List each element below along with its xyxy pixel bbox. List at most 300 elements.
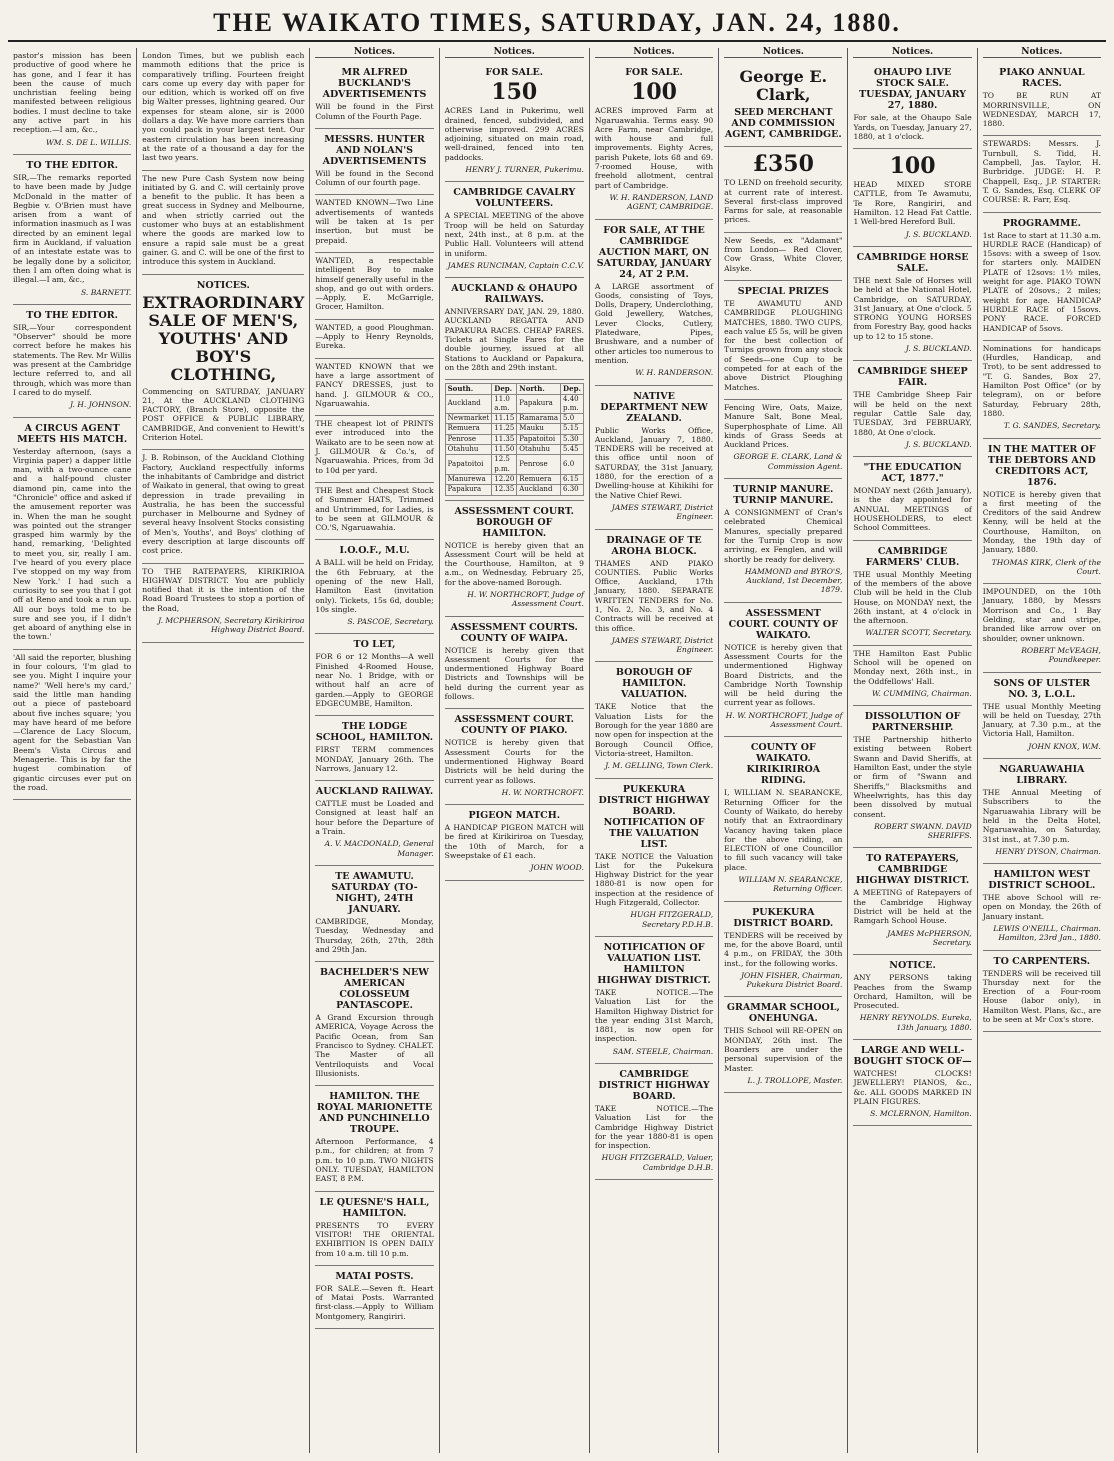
- column-4: [440, 48, 590, 1453]
- schedule-cell: Otahuhu: [445, 445, 492, 455]
- column-5: [590, 48, 719, 1453]
- notice-body: The new Pure Cash System now being initiated by G. and C. will certainly prove a benefit to the public. It has been a great success in Sydney and Melbourne, and when strictly carried out the customer who buys at an establishment where the goods are marked low to ensure a rapid sale must be a great gainer. G. and C. will be one of the first to introduce this system in Auckland.: [142, 173, 305, 267]
- notice-body: ACRES Land in Pukerimu, well drained, fenced, subdivided, and otherwise improved. 299 ACRES adjoining, situated on main road, well-drained, fenced into ten paddocks.: [444, 106, 584, 162]
- notice-body: Will be found in the First Column of the Fourth Page.: [315, 102, 434, 121]
- notice-signature: T. G. SANDES, Secretary.: [1003, 421, 1101, 431]
- schedule-cell: Auckland: [445, 394, 492, 414]
- schedule-row: [445, 414, 583, 424]
- notice-body: A Grand Excursion through AMERICA, Voyage Across the Pacific Ocean, from San Francisco to Sydney. CHALET. The Master of all Ventriloquists and Vocal Illusionists.: [315, 1013, 434, 1078]
- notice-body: THE next Sale of Horses will be held at the National Hotel, Cambridge, on SATURDAY, 31st January, at One o'clock. 5 STRONG YOUNG HORSES from Forestry Bay, good hacks up to 12 to 15 stone.: [853, 275, 972, 341]
- notice-heading: MESSRS. HUNTER AND NOLAN'S ADVERTISEMENTS: [322, 133, 427, 167]
- notice-item: [724, 233, 842, 281]
- notice-heading: FOR SALE.: [625, 67, 683, 79]
- notice-item: [595, 386, 713, 530]
- masthead: THE WAIKATO TIMES, SATURDAY, JAN. 24, 1880.: [8, 6, 1106, 42]
- notice-body: THE usual Monthly Meeting of the members of the above Club will be held in the Club House, on MONDAY next, the 26th instant, at 4 o'clock in the afternoon.: [853, 569, 972, 626]
- notice-display-figure: 150: [491, 79, 538, 106]
- notice-signature: WILLIAM N. SEARANCKE, Returning Officer.: [738, 875, 843, 894]
- columns: [8, 48, 1106, 1453]
- notice-signature: J. M. GELLING, Town Clerk.: [605, 761, 714, 771]
- notice-item: [724, 281, 842, 400]
- notice-item: [724, 902, 842, 998]
- notice-heading: GRAMMAR SCHOOL, ONEHUNGA.: [726, 1002, 840, 1025]
- notice-signature: GEORGE E. CLARK, Land & Commission Agent.: [733, 452, 843, 471]
- notice-item: [853, 361, 971, 457]
- notice-heading: BOROUGH OF HAMILTON. VALUATION.: [615, 667, 693, 701]
- schedule-cell: Penrose: [517, 455, 561, 475]
- notice-display-figure: 100: [889, 153, 936, 180]
- notice-heading: MATAI POSTS.: [335, 1270, 414, 1282]
- notice-item: [853, 848, 971, 955]
- notice-signature: LEWIS O'NEILL, Chairman. Hamilton, 23rd Jan., 1880.: [993, 924, 1101, 943]
- notice-item: [983, 62, 1101, 136]
- notice-item: [142, 564, 304, 643]
- notice-item: [315, 195, 433, 252]
- notice-item: [724, 479, 842, 603]
- notice-item: [445, 380, 584, 500]
- notice-heading: DISSOLUTION OF PARTNERSHIP.: [864, 711, 961, 734]
- notice-body: pastor's mission has been productive of good where he has gone, and I fear it has been the cause of much unchristian feeling being manifested between religious bodies. I must decline to take any active part in his reception.—I am, &c.,: [13, 51, 132, 135]
- notice-body: FIRST TERM commences MONDAY, January 26th. The Narrows, January 12.: [315, 745, 434, 773]
- notice-heading: IN THE MATTER OF THE DEBTORS AND CREDITORS ACT, 1876.: [987, 443, 1096, 488]
- notice-body: J. B. Robinson, of the Auckland Clothing Factory, Auckland respectfully informs the inhabitants of Cambridge and district of Waikato in general, that owing to great depression in trade prevailing in Australia, he has been the successful purchaser in Melbourne and Sydney of several heavy Insolvent Stocks consisting of Men's, Youths', and Boys' clothing of every description at large discounts off cost price.: [142, 453, 305, 556]
- notice-heading: HAMILTON WEST DISTRICT SCHOOL.: [988, 869, 1096, 892]
- notice-heading: NOTICES.: [196, 279, 250, 291]
- notice-signature: JAMES RUNCIMAN, Captain C.C.V.: [447, 260, 584, 270]
- notice-body: THE Partnership hitherto existing between Robert Swann and David Sheriffs, at Hamilton East, under the style or firm of "Swann and Sheriffs," Blacksmiths and Wheelwrights, has this day been dissolved by mutual consent.: [853, 735, 972, 819]
- notice-body: Fencing Wire, Oats, Maize, Manure Salt, Bone Meal, Superphosphate of Lime. All kinds of Grass Seeds at Auckland Prices.: [724, 402, 843, 450]
- notice-heading: TO THE EDITOR.: [26, 309, 118, 321]
- schedule-cell: Penrose: [445, 434, 492, 444]
- schedule-cell: Ramarama: [517, 414, 561, 424]
- notice-heading: PROGRAMME.: [1002, 217, 1081, 229]
- notice-heading: COUNTY OF WAIKATO. KIRIKIRIROA RIDING.: [746, 742, 821, 787]
- notice-item: [595, 1064, 713, 1180]
- notice-item: [853, 149, 971, 247]
- notice-item: [853, 247, 971, 361]
- notice-body: WANTED KNOWN that we have a large assortment of FANCY DRESSES, just to hand. J. GILMOUR & CO., Ngaruawahia.: [315, 361, 434, 408]
- notice-item: [983, 439, 1101, 585]
- notice-item: [983, 951, 1101, 1033]
- notice-body: TO THE RATEPAYERS, KIRIKIRIOA HIGHWAY DISTRICT. You are publicly notified that it is the intention of the Road Board Trustees to stop a portion of the Road,: [142, 566, 305, 613]
- notice-body: Commencing on SATURDAY, JANUARY 21, At the AUCKLAND CLOTHING FACTORY, (Branch Store), opposite the POST OFFICE & PUBLIC LIBRARY, CAMBRIDGE, And convenient to Hewitt's Criterion Hotel.: [142, 386, 305, 443]
- notice-item: [983, 759, 1101, 864]
- notice-item: [445, 805, 584, 880]
- notice-body: NOTICE is hereby given that Assessment Courts for the undermentioned Highway Board Districts and Townships will be held during the current year as follows.: [444, 645, 584, 702]
- notice-body: THE Hamilton East Public School will be opened on Monday next, 26th inst., in the Oddfellows' Hall.: [853, 648, 972, 686]
- notice-signature: J. S. BUCKLAND.: [905, 229, 972, 239]
- notice-signature: S. BARNETT.: [80, 287, 132, 297]
- notice-heading: LARGE AND WELL-BOUGHT STOCK OF—: [853, 1045, 972, 1067]
- notice-heading: CAMBRIDGE DISTRICT HIGHWAY BOARD.: [598, 1069, 710, 1102]
- notice-signature: HENRY J. TURNER, Pukerimu.: [465, 165, 584, 175]
- notice-item: [315, 716, 433, 781]
- notice-body: WANTED, a good Ploughman.—Apply to Henry Reynolds, Eureka.: [315, 322, 434, 351]
- notice-signature: W. H. RANDERSON, LAND AGENT, CAMBRIDGE.: [609, 192, 714, 212]
- notice-item: [315, 1192, 433, 1266]
- notice-heading: MR ALFRED BUCKLAND'S ADVERTISEMENTS: [322, 67, 427, 101]
- notice-body: SIR,—Your correspondent "Observer" should be more correct before he makes his statements. The Rev. Mr Willis was present at the Cambridge lecture referred to, and all through, which was more than I cared to do myself.: [13, 322, 132, 397]
- column-heading: Notices.: [983, 48, 1101, 58]
- notice-heading: ASSESSMENT COURT. COUNTY OF PIAKO.: [454, 714, 574, 737]
- notice-item: [595, 220, 713, 386]
- train-schedule-table: [445, 383, 584, 495]
- notice-signature: JAMES McPHERSON, Secretary.: [887, 928, 972, 947]
- schedule-cell: 4.40 p.m.: [561, 394, 584, 414]
- notice-signature: J. S. BUCKLAND.: [905, 439, 972, 449]
- notice-heading: CAMBRIDGE FARMERS' CLUB.: [865, 545, 960, 568]
- schedule-cell: Papakura: [517, 394, 561, 414]
- notice-item: [445, 182, 584, 278]
- schedule-cell: Papakura: [445, 485, 492, 495]
- notice-body: Yesterday afternoon, (says a Virginia paper) a dapper little man, with a two-ounce cane and a half-pound cluster diamond pin, came into the "Chronicle" office and asked if the amusement reporter was in. When the man he sought was pointed out the stranger grasped him warmly by the hand, remarking, 'Delighted to meet you, sir, really I am. I've heard of you every place I've stopped on my way from New York.' I had such a curiosity to see you that I got off at Reno and took a run up. All our boys told me to be sure and see you, if I didn't get aboard of anything else in the town.': [13, 446, 132, 642]
- notice-body: I, WILLIAM N. SEARANCKE, Returning Officer for the County of Waikato, do hereby notify that an Extraordinary Vacancy having taken place for the above riding, an ELECTION of one Councillor to fill such vacancy will take place.: [724, 788, 843, 872]
- notice-item: [595, 662, 713, 778]
- schedule-cell: Papatoitoi: [445, 455, 492, 475]
- notice-display-title: George E. Clark,: [739, 67, 828, 105]
- notice-body: THE Annual Meeting of Subscribers to the Ngaruawahia Library will be held in the Delta Hotel, Ngaruawahia, on Saturday, 31st inst., at 7.30 p.m.: [982, 788, 1101, 844]
- notice-heading: I.O.O.F., M.U.: [339, 545, 410, 557]
- notice-body: Nominations for handicaps (Hurdles, Handicap, and Trot), to be sent addressed to "T. G. Sandes, Box 27, Hamilton Post Office" (or by telegram), on or before Saturday, February 28th, 1880.: [982, 343, 1101, 418]
- notice-body: MONDAY next (26th January), is the day appointed for ANNUAL MEETINGS of HOUSEHOLDERS, to elect School Committees.: [853, 486, 972, 533]
- notice-heading: PUKEKURA DISTRICT BOARD.: [733, 906, 834, 929]
- schedule-cell: Papatoitoi: [517, 434, 561, 444]
- schedule-cell: 5.15: [561, 424, 584, 434]
- notice-heading: NATIVE DEPARTMENT NEW ZEALAND.: [600, 390, 708, 424]
- notice-heading: LE QUESNE'S HALL, HAMILTON.: [319, 1196, 430, 1219]
- notice-body: THAMES AND PIAKO COUNTIES. Public Works Office, Auckland, 17th January, 1880. SEPARATE WRITTEN TENDERS for No. 1, No. 2, No. 3, and No. 4 Contracts will be received at this office.: [594, 558, 714, 633]
- notice-item: [853, 646, 971, 706]
- notice-item: [853, 1040, 971, 1126]
- notice-signature: JOHN WOOD.: [530, 863, 584, 873]
- notice-signature: HENRY REYNOLDS. Eureka, 13th January, 1880.: [859, 1013, 972, 1032]
- notice-signature: HUGH FITZGERALD, Valuer, Cambridge D.H.B.: [601, 1153, 714, 1172]
- notice-heading: PUKEKURA DISTRICT HIGHWAY BOARD. NOTIFICATION OF THE VALUATION LIST.: [598, 783, 710, 850]
- notice-body: TENDERS will be received till Thursday next for the Erection of a Four-room House (labor only), in Hamilton West. Plans, &c., are to be seen at Mr Cox's store.: [982, 968, 1101, 1025]
- column-6: [719, 48, 848, 1453]
- schedule-cell: Newmarket: [445, 414, 492, 424]
- notice-item: [724, 737, 842, 901]
- notice-body: SIR,—The remarks reported to have been made by Judge McDonald in the matter of Begbie v. O'Brien must have arisen from a want of information inasmuch as I was directed by an eminent legal firm in Auckland, if valuation of an intestate estate was to be legally done by a solicitor, then I am often doing what is illegal.—I am, &c.,: [13, 172, 132, 285]
- notice-item: [853, 457, 971, 540]
- notice-signature: JOHN KNOX, W.M.: [1028, 741, 1101, 751]
- notice-signature: JOHN FISHER, Chairman, Pukekura District Board.: [740, 970, 843, 990]
- notice-signature: H. W. NORTHCROFT, Judge of Assessment Court.: [467, 589, 584, 609]
- notice-body: Will be found in the Second Column of our fourth page.: [315, 168, 434, 188]
- notice-signature: W. H. RANDERSON.: [635, 368, 714, 378]
- notice-item: [315, 359, 433, 416]
- notice-signature: HENRY DYSON, Chairman.: [995, 846, 1101, 856]
- notice-body: WANTED, a respectable intelligent Boy to make himself generally useful in the shop, and go out with orders. —Apply, E. McGarrigle, Grocer, Hamilton.: [315, 255, 434, 312]
- notice-heading: PIAKO ANNUAL RACES.: [999, 67, 1085, 90]
- notice-signature: J. H. JOHNSON.: [69, 400, 132, 410]
- notice-body: FOR 6 or 12 Months—A well Finished 4-Roomed House, near No. 1 Bridge, with or without half an acre of garden.—Apply to GEORGE EDGECUMBE, Hamilton.: [315, 652, 434, 708]
- notice-signature: ROBERT McVEAGH, Poundkeeper.: [1021, 645, 1101, 665]
- notice-item: [13, 650, 131, 800]
- notice-item: [445, 278, 584, 380]
- notice-item: [595, 937, 713, 1064]
- notice-item: [13, 155, 131, 305]
- notice-body: London Times, but we publish each mammoth editions that the price is comparatively trifling. Fourteen freight cars come up every day with paper for our edition, which is worked off on five big Walter presses, lightning geared. Our expenses for steam alone, sir is 2000 dollars a day. We have more carriers than you could pack in your largest tent. Our eastern circulation has been increasing at the rate of a thousand a day for the last two years.: [142, 51, 305, 163]
- notice-heading: ASSESSMENT COURT. COUNTY OF WAIKATO.: [728, 607, 838, 641]
- notice-item: [724, 603, 842, 738]
- notice-item: [315, 483, 433, 540]
- schedule-row: [445, 394, 583, 414]
- notice-item: [445, 709, 584, 805]
- notice-display-figure: £350: [752, 151, 814, 178]
- schedule-cell: Otahuhu: [517, 445, 561, 455]
- notice-item: [983, 213, 1101, 341]
- notice-signature: HUGH FITZGERALD, Secretary P.D.H.B.: [630, 910, 714, 929]
- notice-body: NOTICE is hereby given that Assessment Courts for the undermentioned Highway Board Districts will be held during the current year as follows.: [444, 738, 584, 785]
- notice-body: TAKE NOTICE.—The Valuation List for the Hamilton Highway District for the year ending 31st March, 1881, is now open for inspection.: [594, 987, 714, 1044]
- column-heading: Notices.: [445, 48, 584, 58]
- notice-heading: AUCKLAND & OHAUPO RAILWAYS.: [451, 283, 578, 306]
- notice-body: A SPECIAL MEETING of the above Troop will be held on Saturday next, 24th inst., at 8 p.m. at the Public Hall. Volunteers will attend in uniform.: [444, 211, 584, 258]
- column-8: [978, 48, 1106, 1453]
- notice-item: [315, 129, 433, 196]
- notice-signature: WALTER SCOTT, Secretary.: [865, 628, 972, 638]
- notice-body: TAKE Notice that the Valuation Lists for the Borough for the year 1880 are now open for inspection at the Borough Council Office, Victoria-street, Hamilton.: [594, 702, 714, 758]
- schedule-header: Dep.: [492, 384, 517, 394]
- notice-item: [445, 501, 584, 617]
- notice-body: WATCHES! CLOCKS! JEWELLERY! PIANOS, &c., &c. ALL GOODS MARKED IN PLAIN FIGURES.: [853, 1069, 972, 1106]
- schedule-cell: 12.35: [492, 485, 517, 495]
- notice-display-title: EXTRAORDINARY SALE OF MEN'S, YOUTHS' AND BOY'S CLOTHING,: [142, 292, 305, 384]
- notice-body: TAKE NOTICE.—The Valuation List for the Cambridge Highway District for the year 1880-81 is open for inspection.: [594, 1104, 714, 1151]
- schedule-cell: 11.25: [492, 424, 517, 434]
- notice-body: CAMBRIDGE, Monday, Tuesday, Wednesday and Thursday, 26th, 27th, 28th and 29th Jan.: [315, 916, 434, 954]
- notice-item: [142, 171, 304, 275]
- notice-signature: HAMMOND and BYRO'S, Auckland, 1st December, 1879.: [744, 566, 843, 595]
- schedule-cell: 5.45: [561, 445, 584, 455]
- notice-heading: TO LET,: [353, 639, 396, 651]
- notice-signature: L. J. TROLLOPE, Master.: [747, 1075, 843, 1085]
- notice-signature: JAMES STEWART, District Engineer.: [611, 502, 714, 522]
- notice-item: [983, 864, 1101, 950]
- column-heading: Notices.: [595, 48, 713, 58]
- notice-item: [983, 584, 1101, 672]
- notice-item: [13, 48, 131, 155]
- notice-item: [724, 400, 842, 479]
- notice-item: [853, 955, 971, 1040]
- column-heading: Notices.: [853, 48, 971, 58]
- notice-signature: H. W. NORTHCROFT.: [501, 787, 584, 797]
- notice-item: [315, 253, 433, 320]
- notice-heading: PIGEON MATCH.: [468, 810, 561, 822]
- notice-body: NOTICE is hereby given that an Assessment Court will be held at the Courthouse, Hamilton, at 9 a.m., on Wednesday, February 25, for the above-named Borough.: [444, 540, 584, 587]
- notice-signature: A. V. MACDONALD, General Manager.: [324, 839, 434, 858]
- notice-heading: TO CARPENTERS.: [993, 955, 1091, 967]
- notice-heading: NGARUAWAHIA LIBRARY.: [999, 764, 1085, 787]
- notice-heading: NOTIFICATION OF VALUATION LIST. HAMILTON HIGHWAY DISTRICT.: [597, 941, 711, 986]
- notice-item: [445, 62, 584, 182]
- notice-item: [142, 48, 304, 171]
- notice-body: THIS School will RE-OPEN on MONDAY, 26th inst. The Boarders are under the personal supervision of the Master.: [724, 1026, 843, 1073]
- notice-item: [724, 997, 842, 1093]
- notice-signature: S. PASCOE, Secretary.: [347, 617, 434, 627]
- notice-heading: ASSESSMENT COURT. BOROUGH OF HAMILTON.: [454, 505, 574, 539]
- notice-body: A HANDICAP PIGEON MATCH will be fired at Kirikiriroa on Tuesday, the 10th of March, for a Sweepstake of £1 each.: [444, 823, 584, 861]
- notice-body: 1st Race to start at 11.30 a.m. HURDLE RACE (Handicap) of 15sovs: with a sweep of 1sov. for starters only. MAIDEN PLATE of 12sovs: 1½ miles, weight for age. PIAKO TOWN PLATE of 20sovs.; 2 miles; weight for age. HANDICAP HURDLE RACE of 15sovs. PONY RACE. FORCED HANDICAP of 5sovs.: [982, 230, 1101, 333]
- schedule-row: [445, 424, 583, 434]
- notice-item: [315, 866, 433, 962]
- notice-heading: DRAINAGE OF TE AROHA BLOCK.: [606, 534, 702, 557]
- schedule-cell: Remuera: [517, 474, 561, 484]
- notice-body: THE above School will re-open on Monday, the 26th of January instant.: [982, 893, 1101, 921]
- schedule-row: [445, 434, 583, 444]
- schedule-cell: 12.20: [492, 474, 517, 484]
- notice-item: [983, 136, 1101, 212]
- notice-heading: FOR SALE.: [485, 67, 544, 79]
- notice-signature: J. S. BUCKLAND.: [905, 344, 972, 354]
- schedule-cell: Manurewa: [445, 474, 492, 484]
- notice-item: [595, 530, 713, 663]
- schedule-cell: 11.15: [492, 414, 517, 424]
- notice-signature: J. MCPHERSON, Secretary Kirikiriroa Highway District Board.: [158, 616, 305, 635]
- notice-heading: ASSESSMENT COURTS. COUNTY OF WAIPA.: [450, 621, 578, 644]
- notice-body: A MEETING of Ratepayers of the Cambridge Highway District will be held at the Ramgarh School House.: [853, 888, 972, 926]
- notice-body: 'All said the reporter, blushing in four colours, 'I'm glad to see you. Might I inquire your name?' 'Well here's my card,' said the little man handing out a piece of pasteboard about five inches square; 'you may have heard of me before—Clarence de Lacy Slocum, agent for the Sebastian Van Beem's Vista Circus and Menagerie. This is by far the hugest combination of gigantic circuses ever put on the road.: [13, 652, 132, 792]
- notice-body: NOTICE is hereby given that Assessment Courts for the undermentioned Highway Board Districts, and the Cambridge North Township will be held during the current year as follows.: [724, 642, 843, 708]
- notice-body: STEWARDS: Messrs. J. Turnbull, S. Tidd, H. Campbell, Jas. Taylor, H. Burbridge. JUDGE: H. P. Chappell, Esq., J.P. STARTER: T. G. Sandes, Esq. CLERK OF COURSE: R. Farr, Esq.: [982, 139, 1101, 205]
- notice-heading: NOTICE.: [889, 960, 936, 972]
- notice-body: TE AWAMUTU AND CAMBRIDGE PLOUGHING MATCHES, 1880. TWO CUPS, each value £5 5s, will be given for the best collection of Turnips grown from any stock of Seeds—one Cup to be competed for at each of the above District Ploughing Matches.: [724, 298, 843, 392]
- notice-signature: W. CUMMING, Chairman.: [872, 688, 972, 698]
- notice-heading: CAMBRIDGE HORSE SALE.: [856, 251, 969, 274]
- column-heading: Notices.: [724, 48, 842, 58]
- schedule-cell: 5.0: [561, 414, 584, 424]
- notice-body: Public Works Office, Auckland, January 7, 1880. TENDERS will be received at this office until noon of SATURDAY, the 31st January, 1880, for the erection of a Dwelling-house at Kihikihi for the Native Chief Rewi.: [594, 425, 714, 500]
- schedule-row: [445, 455, 583, 475]
- notice-item: [315, 962, 433, 1086]
- notice-body: A BALL will be held on Friday, the 6th February, at the opening of the new Hall, Hamilton East (invitation only). Tickets, 15s 6d, double; 10s single.: [315, 558, 434, 614]
- notice-item: [724, 62, 842, 147]
- notice-signature: WM. S. DE L. WILLIS.: [45, 137, 132, 147]
- schedule-header: South.: [445, 384, 492, 394]
- notice-item: [315, 1266, 433, 1329]
- column-heading: Notices.: [315, 48, 433, 58]
- notice-item: [315, 320, 433, 359]
- notice-body: TENDERS will be received by me, for the above Board, until 4 p.m., on FRIDAY, the 30th inst., for the following works.: [724, 930, 843, 968]
- notice-heading: THE LODGE SCHOOL, HAMILTON.: [315, 721, 434, 744]
- column-1: [8, 48, 137, 1453]
- notice-body: A LARGE assortment of Goods, consisting of Toys, Dolls, Drapery, Underclothing, Gold Jewellery, Watches, Lever Clocks, Cutlery, Platedware, Pipes, Brushware, and a number of other articles too numerous to mention.: [594, 281, 714, 365]
- schedule-header: Dep.: [561, 384, 584, 394]
- notice-heading: CAMBRIDGE CAVALRY VOLUNTEERS.: [453, 187, 576, 210]
- schedule-cell: Remuera: [445, 424, 492, 434]
- notice-heading: TO RATEPAYERS, CAMBRIDGE HIGHWAY DISTRICT.: [855, 853, 970, 887]
- notice-item: [315, 416, 433, 483]
- notice-item: [445, 617, 584, 710]
- notice-item: [853, 62, 971, 149]
- notice-heading: A CIRCUS AGENT MEETS HIS MATCH.: [17, 422, 128, 445]
- notice-item: [595, 62, 713, 219]
- notice-display-figure: 100: [631, 79, 677, 106]
- notice-item: [315, 62, 433, 129]
- notice-heading: BACHELDER'S NEW AMERICAN COLOSSEUM PANTASCOPE.: [320, 967, 429, 1012]
- schedule-cell: 6.15: [561, 474, 584, 484]
- notice-body: PRESENTS TO EVERY VISITOR! THE ORIENTAL EXHIBITION IS OPEN DAILY from 10 a.m. till 10 p.m.: [315, 1220, 434, 1258]
- notice-item: [315, 540, 433, 634]
- schedule-cell: 12.5 p.m.: [492, 455, 517, 475]
- notice-heading: HAMILTON. THE ROYAL MARIONETTE AND PUNCHINELLO TROUPE.: [316, 1091, 433, 1136]
- notice-item: [853, 541, 971, 646]
- notice-heading: TO THE EDITOR.: [26, 159, 118, 171]
- notice-body: THE usual Monthly Meeting will be held on Tuesday, 27th January, at 7.30 p.m., at the Victoria Hall, Hamilton.: [982, 701, 1101, 739]
- notice-heading: OHAUPO LIVE STOCK SALE. TUESDAY, JANUARY 27, 1880.: [859, 67, 967, 112]
- notice-body: THE Best and Cheapest Stock of Summer HATS, Trimmed and Untrimmed, for Ladies, is to be seen at GILMOUR & CO.'S, Ngaruawahia.: [315, 485, 434, 533]
- notice-body: IMPOUNDED, on the 10th January, 1880, by Messrs Morrison and Co., 1 Bay Gelding, star and stripe, branded like arrow over on shoulder, owner unknown.: [982, 587, 1101, 643]
- notice-item: [853, 706, 971, 848]
- schedule-cell: Auckland: [517, 485, 561, 495]
- schedule-cell: 11.35: [492, 434, 517, 444]
- notice-signature: SAM. STEELE, Chairman.: [612, 1046, 714, 1056]
- notice-body: WANTED KNOWN—Two Line advertisements of wanteds will be taken at 1s per insertion, but must be prepaid.: [315, 198, 434, 245]
- notice-body: FOR SALE.—Seven ft. Heart of Matai Posts. Warranted first-class.—Apply to William Montgomery, Rangiriri.: [315, 1283, 434, 1321]
- notice-item: [142, 275, 304, 451]
- notice-body: ACRES improved Farm at Ngaruawahia. Terms easy. 90 Acre Farm, near Cambridge, with house and full improvements. Eighty Acres, parish Pukete, lots 68 and 69. 7-roomed House, with freehold allotment, central part of Cambridge.: [594, 106, 714, 190]
- notice-body: TAKE NOTICE the Valuation List for the Pukekura Highway District for the year 1880-81 is now open for inspection at the residence of Hugh Fitzgerald, Collector.: [594, 851, 714, 908]
- notice-heading: AUCKLAND RAILWAY.: [315, 786, 434, 798]
- notice-body: CATTLE must be Loaded and Consigned at least half an hour before the Departure of a Train.: [315, 799, 434, 837]
- notice-heading: SPECIAL PRIZES: [737, 285, 829, 297]
- notice-body: For sale, at the Ohaupo Sale Yards, on Tuesday, January 27, 1880, at 1 o'clock.: [853, 113, 972, 141]
- notice-heading: TURNIP MANURE. TURNIP MANURE.: [733, 484, 834, 507]
- schedule-cell: 11.50: [492, 445, 517, 455]
- notice-body: ANNIVERSARY DAY, JAN. 29, 1880. AUCKLAND REGATTA AND PAPAKURA RACES. CHEAP FARES. Tickets at Single Fares for the double journey, issued at all Stations to Auckland or Papakura, on the 28th and 29th instant.: [444, 307, 584, 372]
- schedule-row: [445, 445, 583, 455]
- notice-body: TO BE RUN AT MORRINSVILLE, ON WEDNESDAY, MARCH 17, 1880.: [982, 91, 1101, 129]
- notice-body: TO LEND on freehold security, at current rate of interest. Several first-class improved Farms for sale, at reasonable prices.: [724, 178, 843, 225]
- notice-heading: "THE EDUCATION ACT, 1877.": [863, 462, 962, 485]
- notice-heading: FOR SALE, AT THE CAMBRIDGE AUCTION MART, ON SATURDAY, JANUARY 24, AT 2 P.M.: [596, 224, 712, 280]
- schedule-row: [445, 485, 583, 495]
- notice-item: [315, 1086, 433, 1191]
- schedule-cell: 5.30: [561, 434, 584, 444]
- notice-heading: SEED MERCHANT AND COMMISSION AGENT, CAMBRIDGE.: [724, 107, 842, 141]
- notice-heading: SONS OF ULSTER NO. 3, L.O.L.: [993, 677, 1091, 700]
- notice-signature: JAMES STEWART, District Engineer.: [611, 635, 714, 655]
- notice-body: NOTICE is hereby given that a first meeting of the Creditors of the said Andrew Kenny, will be held at the Courthouse, Hamilton, on Monday, the 19th day of January, 1880.: [982, 489, 1101, 555]
- notice-body: THE cheapest lot of PRINTS ever introduced into the Waikato are to be seen now at J. GILMOUR & Co.'s, of Ngaruawahia. Prices, from 3d to 10d per yard.: [315, 419, 434, 475]
- notice-item: [595, 779, 713, 937]
- column-7: [848, 48, 977, 1453]
- notice-item: [13, 418, 131, 650]
- notice-item: [983, 673, 1101, 759]
- notice-body: Afternoon Performance, 4 p.m., for children; at from 7 p.m. to 10 p.m. TWO NIGHTS ONLY. TUESDAY, HAMILTON EAST, 8 P.M.: [315, 1137, 434, 1184]
- notice-signature: THOMAS KIRK, Clerk of the Court.: [991, 557, 1101, 576]
- notice-item: [13, 305, 131, 418]
- schedule-cell: 6.30: [561, 485, 584, 495]
- column-2: [137, 48, 310, 1453]
- notice-heading: CAMBRIDGE SHEEP FAIR.: [857, 366, 968, 389]
- notice-item: [724, 147, 842, 232]
- notice-body: THE Cambridge Sheep Fair will be held on the next regular Cattle Sale day, TUESDAY, 3rd FEBRUARY, 1880, At One o'clock.: [853, 390, 972, 437]
- notice-body: ANY PERSONS taking Peaches from the Swamp Orchard, Hamilton, will be Prosecuted.: [853, 973, 972, 1011]
- schedule-cell: 6.0: [561, 455, 584, 475]
- notice-signature: S. MCLERNON, Hamilton.: [870, 1109, 972, 1119]
- schedule-header: North.: [517, 384, 561, 394]
- notice-heading: TE AWAMUTU. SATURDAY (TO-NIGHT), 24TH JANUARY.: [331, 870, 418, 915]
- notice-body: New Seeds, ex "Adamant" from London— Red Clover, Cow Grass, White Clover, Alsyke.: [724, 235, 843, 273]
- notice-item: [983, 341, 1101, 439]
- notice-item: [315, 634, 433, 716]
- notice-item: [315, 781, 433, 866]
- notice-body: A CONSIGNMENT of Cran's celebrated Chemical Manures, specially prepared for the Turnip Crop is now arriving, ex Fenglen, and will shortly be ready for delivery.: [724, 508, 843, 564]
- notice-signature: H. W. NORTHCROFT, Judge of Assessment Court.: [725, 710, 843, 730]
- schedule-cell: 11.0 a.m.: [492, 394, 517, 414]
